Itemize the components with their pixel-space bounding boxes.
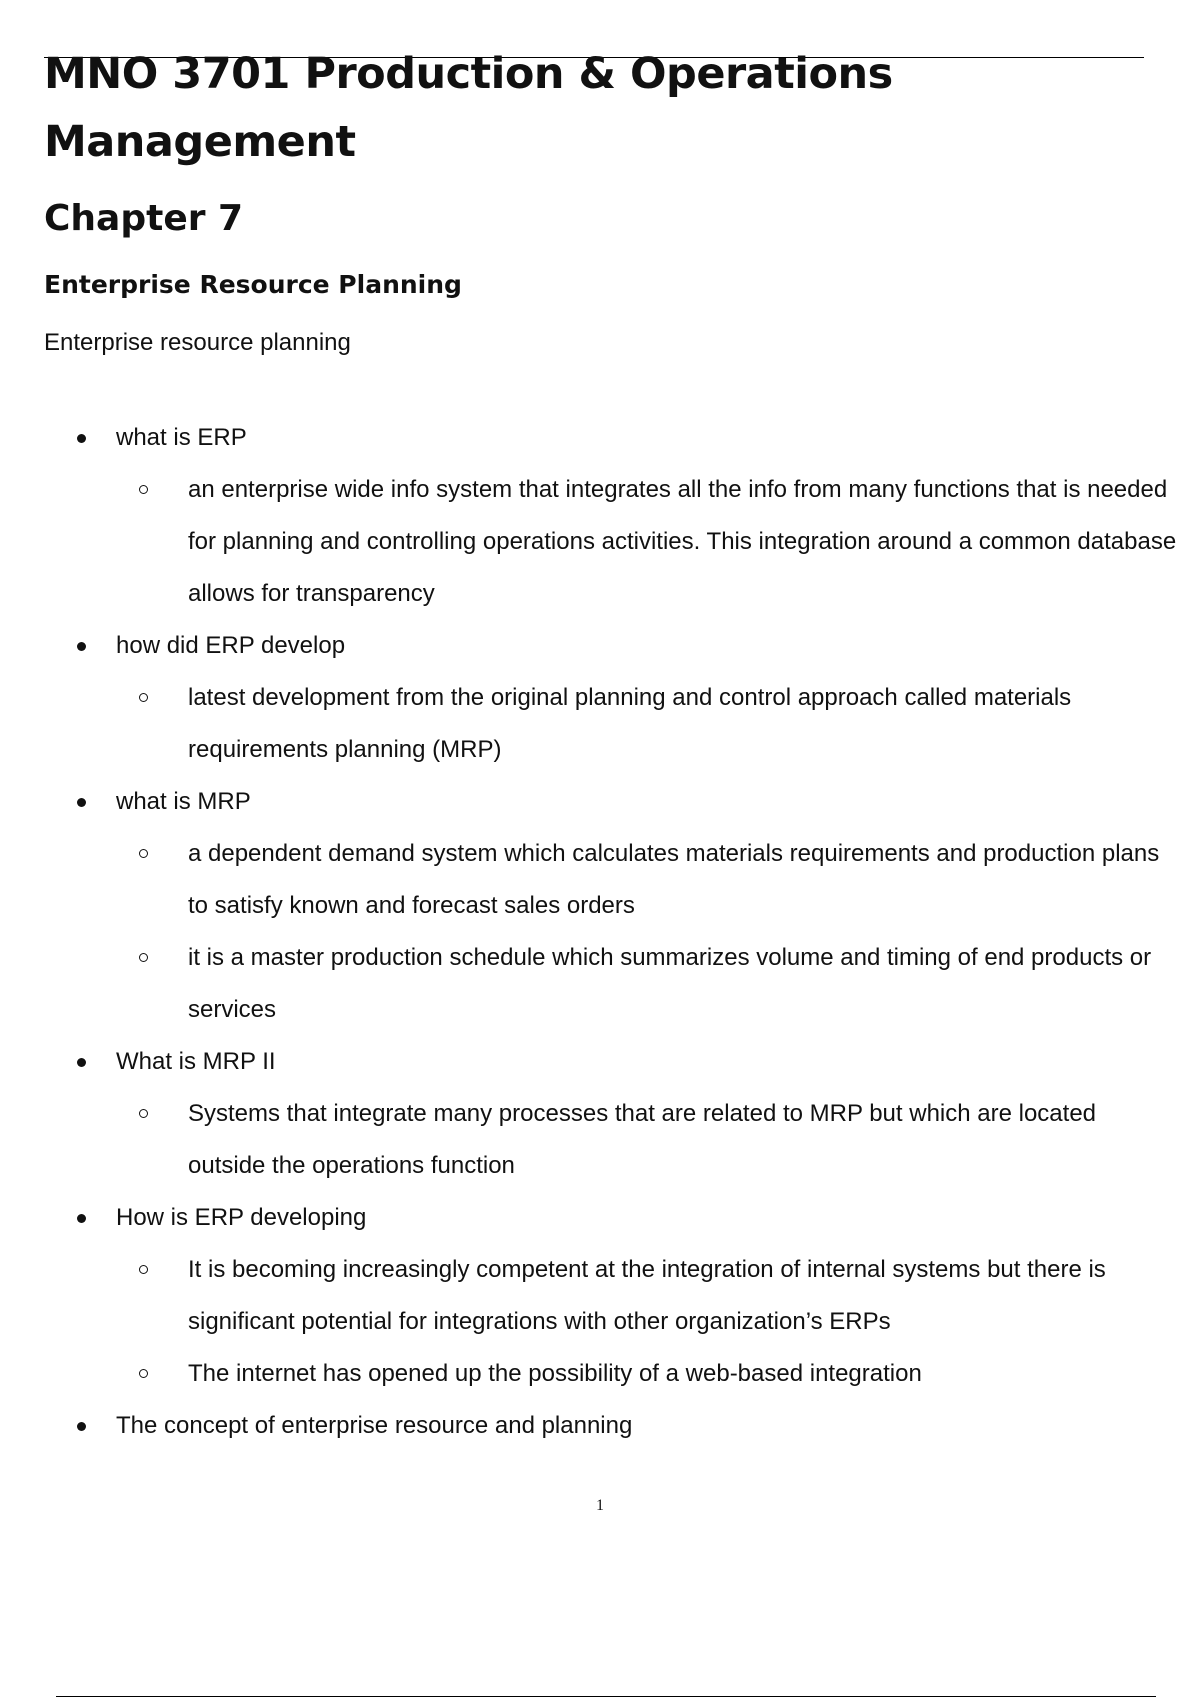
chapter-heading: Chapter 7 [44,198,244,239]
circle-bullet-icon [139,693,148,702]
page-number: 1 [596,1497,604,1514]
bullet-icon [77,642,86,651]
sub-item-text: a dependent demand system which calculates materials requirements and production plans to satisfy known and forecast sales orders [188,840,1160,919]
sub-item-text: it is a master production schedule which summarizes volume and timing of end products or services [188,944,1152,1023]
outline-item-text: what is ERP [116,424,247,451]
document-body [44,40,1177,1452]
footer-rule [56,1696,1156,1697]
circle-bullet-icon [139,849,148,858]
bullet-icon [77,1422,86,1431]
sub-item [188,1244,1178,1348]
outline-item-text: what is MRP [116,788,251,815]
outline-item-text: How is ERP developing [116,1204,367,1231]
document-title: MNO 3701 Production & Operations Management [44,49,893,167]
outline-item-what-is-erp [44,412,1177,620]
sub-list [116,672,1164,776]
sub-item-text: an enterprise wide info system that integrates all the info from many functions that is needed for planning and controlling operations activities. This integration around a common database allows for transparency [188,476,1177,607]
sub-list [116,1244,1164,1400]
sub-item-text: The internet has opened up the possibility of a web-based integration [188,1360,922,1387]
sub-item-text: It is becoming increasingly competent at the integration of internal systems but there is significant potential for integrations with other organization’s ERPs [188,1256,1106,1335]
outline-list [44,412,1177,1452]
outline-item-concept-of-erp [44,1400,1164,1452]
sub-list [116,464,1177,620]
circle-bullet-icon [139,953,148,962]
outline-item-text: how did ERP develop [116,632,346,659]
sub-item [188,828,1178,932]
intro-line: Enterprise resource planning [44,329,351,356]
sub-item [188,1088,1178,1192]
outline-item-how-is-erp-developing [44,1192,1164,1400]
sub-item [188,464,1178,620]
sub-item-text: latest development from the original planning and control approach called materials requirements planning (MRP) [188,684,1072,763]
bullet-icon [77,798,86,807]
circle-bullet-icon [139,485,148,494]
outline-item-text: What is MRP II [116,1048,276,1075]
bullet-icon [77,1214,86,1223]
sub-item [188,932,1178,1036]
outline-item-text: The concept of enterprise resource and planning [116,1412,633,1439]
sub-item [188,672,1178,776]
bullet-icon [77,434,86,443]
circle-bullet-icon [139,1265,148,1274]
outline-item-what-is-mrp-ii [44,1036,1164,1192]
sub-item-text: Systems that integrate many processes that are related to MRP but which are located outside the operations function [188,1100,1097,1179]
sub-list [116,828,1164,1036]
sub-list [116,1088,1164,1192]
circle-bullet-icon [139,1369,148,1378]
circle-bullet-icon [139,1109,148,1118]
sub-item [188,1348,1178,1400]
bullet-icon [77,1058,86,1067]
section-heading: Enterprise Resource Planning [44,270,462,299]
outline-item-what-is-mrp [44,776,1164,1036]
outline-item-how-did-erp-develop [44,620,1164,776]
